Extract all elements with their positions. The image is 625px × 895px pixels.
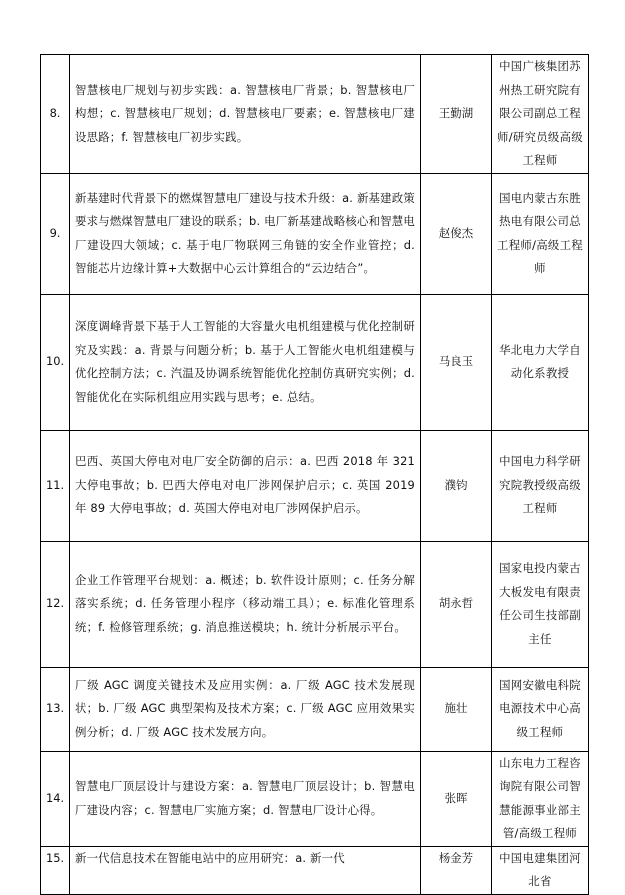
speaker-cell: 施壮 (421, 667, 492, 751)
topic-cell: 厂级 AGC 调度关键技术及应用实例：a. 厂级 AGC 技术发展现状；b. 厂级 AGC 典型架构及技术方案；c. 厂级 AGC 应用效果实例分析；d. 厂级 AGC 技术发展方向。 (70, 667, 421, 751)
row-number: 15. (41, 846, 70, 894)
table-row (41, 846, 589, 894)
agenda-table (40, 54, 589, 895)
table-row (41, 294, 589, 430)
topic-cell: 智慧核电厂规划与初步实践：a. 智慧核电厂背景；b. 智慧核电厂构想；c. 智慧核电厂规划；d. 智慧核电厂要素；e. 智慧核电厂建设思路；f. 智慧核电厂初步实践。 (70, 55, 421, 174)
speaker-cell: 王勤湖 (421, 55, 492, 174)
row-number: 9. (41, 173, 70, 294)
affiliation-cell: 中国电力科学研究院教授级高级工程师 (492, 430, 589, 541)
speaker-cell: 胡永哲 (421, 541, 492, 667)
speaker-cell: 濮钧 (421, 430, 492, 541)
table-row (41, 667, 589, 751)
speaker-cell: 马良玉 (421, 294, 492, 430)
row-number: 14. (41, 751, 70, 846)
row-number: 11. (41, 430, 70, 541)
table-row (41, 55, 589, 174)
row-number: 12. (41, 541, 70, 667)
affiliation-cell: 华北电力大学自动化系教授 (492, 294, 589, 430)
speaker-cell: 张晖 (421, 751, 492, 846)
topic-cell: 巴西、英国大停电对电厂安全防御的启示：a. 巴西 2018 年 321 大停电事故；b. 巴西大停电对电厂涉网保护启示；c. 英国 2019 年 89 大停电事故；d. 英国大停电对电厂涉网保护启示。 (70, 430, 421, 541)
topic-cell: 深度调峰背景下基于人工智能的大容量火电机组建模与优化控制研究及实践：a. 背景与问题分析；b. 基于人工智能火电机组建模与优化控制方法；c. 汽温及协调系统智能优化控制仿真研究实例；d. 智能优化在实际机组应用实践与思考；e. 总结。 (70, 294, 421, 430)
row-number: 13. (41, 667, 70, 751)
topic-cell: 新基建时代背景下的燃煤智慧电厂建设与技术升级：a. 新基建政策要求与燃煤智慧电厂建设的联系；b. 电厂新基建战略核心和智慧电厂建设四大领域；c. 基于电厂物联网三角链的安全作业管控；d. 智能芯片边缘计算+大数据中心云计算组合的“云边结合”。 (70, 173, 421, 294)
table-row (41, 751, 589, 846)
table-row (41, 541, 589, 667)
affiliation-cell: 国家电投内蒙古大板发电有限责任公司生技部副主任 (492, 541, 589, 667)
speaker-cell: 杨金芳 (421, 846, 492, 894)
affiliation-cell: 山东电力工程咨询院有限公司智慧能源事业部主管/高级工程师 (492, 751, 589, 846)
affiliation-cell: 国网安徽电科院电源技术中心高级工程师 (492, 667, 589, 751)
topic-cell: 智慧电厂顶层设计与建设方案：a. 智慧电厂顶层设计；b. 智慧电厂建设内容；c. 智慧电厂实施方案；d. 智慧电厂设计心得。 (70, 751, 421, 846)
topic-cell: 新一代信息技术在智能电站中的应用研究：a. 新一代 (70, 846, 421, 894)
table-row (41, 173, 589, 294)
topic-cell: 企业工作管理平台规划：a. 概述；b. 软件设计原则；c. 任务分解落实系统；d. 任务管理小程序（移动端工具）；e. 标准化管理系统；f. 检修管理系统；g. 消息推送模块；h. 统计分析展示平台。 (70, 541, 421, 667)
row-number: 8. (41, 55, 70, 174)
affiliation-cell: 中国广核集团苏州热工研究院有限公司副总工程师/研究员级高级工程师 (492, 55, 589, 174)
row-number: 10. (41, 294, 70, 430)
speaker-cell: 赵俊杰 (421, 173, 492, 294)
affiliation-cell: 中国电建集团河北省 (492, 846, 589, 894)
table-row (41, 430, 589, 541)
affiliation-cell: 国电内蒙古东胜热电有限公司总工程师/高级工程师 (492, 173, 589, 294)
